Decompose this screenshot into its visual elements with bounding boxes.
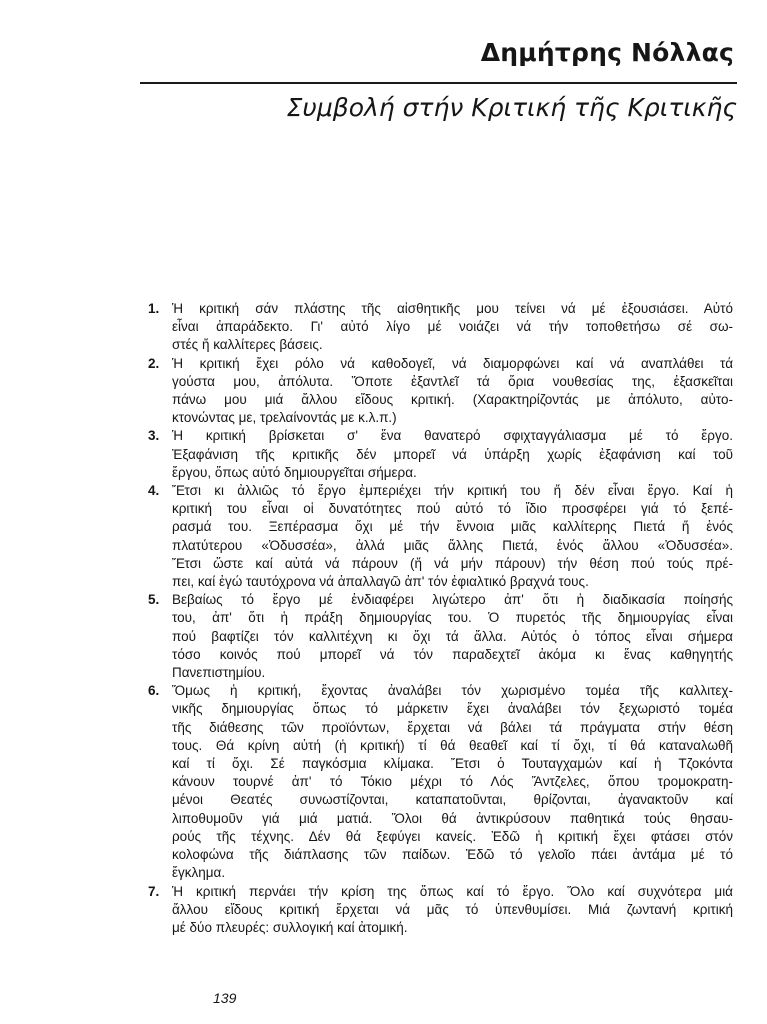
text-line: κριτική του εἶναι οἱ δυνατότητες πού αὐτό τό ἴδιο προσφέρει γιά τό ξεπέ-: [172, 501, 733, 517]
text-line: κολοφώνα τῆς διάπλασης τῶν παίδων. Ἐδῶ τό γελοῖο πάει ἀντάμα μέ τό: [172, 847, 733, 863]
text-line: μέ δύο πλευρές: συλλογική καί ἀτομική.: [172, 919, 408, 935]
text-line: στές ἤ καλλίτερες βάσεις.: [172, 337, 323, 353]
text-line: Πανεπιστημίου.: [172, 665, 266, 681]
text-line: γούστα μου, ἀπόλυτα. Ὅποτε ἐξαντλεῖ τά ὅρια νουθεσίας της, ἐξασκεῖται: [172, 373, 733, 389]
text-line: Ἡ κριτική σάν πλάστης τῆς αἰσθητικῆς μου τείνει νά μέ ἐξουσιάσει. Αὐτό: [172, 301, 733, 316]
text-line: κτονώντας με, τρελαίνοντάς με κ.λ.π.): [172, 410, 397, 426]
text-line: καί τί ὄχι. Σέ παγκόσμια κλίμακα. Ἔτσι ὁ Τουταγχαμών καί ἡ Τζοκόντα: [172, 756, 733, 772]
text-line: τῆς διάθεσης τῶν προϊόντων, ἔρχεται νά βάλει τά πράγματα στήν θέση: [172, 719, 733, 735]
text-line: Ἡ κριτική ἔχει ρόλο νά καθοδογεῖ, νά διαμορφώνει καί νά αναπλάθει τά: [172, 355, 733, 371]
text-line: εἶναι ἀπαράδεκτο. Γι' αὐτό λίγο μέ νοιάζει νά τήν τοποθετήσω σέ σω-: [172, 319, 733, 335]
numbered-list: [148, 300, 733, 937]
text-line: νικῆς δημιουργίας ὅπως τό μάρκετιν ἔχει ἀναλάβει τόν ξεχωριστό τομέα: [172, 701, 733, 717]
list-item: [148, 883, 733, 938]
text-line: τόσο κοινός πού μπορεῖ νά τόν παραδεχτεῖ ἀκόμα κι ἕνας καθηγητής: [172, 646, 733, 662]
text-line: Ἔτσι κι ἀλλιῶς τό ἔργο ἐμπεριέχει τήν κριτική του ἤ δέν εἶναι ἔργο. Καί ἡ: [172, 483, 733, 499]
list-item: [148, 482, 733, 591]
list-item: [148, 591, 733, 682]
author-name: Δημήτρης Νόλλας: [480, 38, 734, 67]
text-line: Βεβαίως τό ἔργο μέ ἐνδιαφέρει λιγώτερο ἀπ' ὅτι ἡ διαδικασία ποίησής: [172, 592, 733, 608]
text-line: Ἡ κριτική βρίσκεται σ' ἕνα θανατερό σφιχταγγάλιασμα μέ τό ἔργο.: [172, 428, 733, 444]
text-line: μένοι Θεατές συνωστίζονται, καταπατοῦνται, θρίζονται, ἀγανακτοῦν καί: [172, 792, 733, 808]
list-item: [148, 427, 733, 482]
text-line: Ἡ κριτική περνάει τήν κρίση της ὅπως καί τό ἔργο. Ὅλο καί συχνότερα μιά: [172, 883, 733, 899]
item-number: 3.: [148, 428, 160, 444]
text-line: του, ἀπ' ὅτι ἡ πράξη δημιουργίας του. Ὁ πυρετός τῆς δημιουργίας εἶναι: [172, 610, 733, 626]
text-line: κάνουν τουρνέ ἀπ' τό Τόκιο μέχρι τό Λός Ἄντζελες, ὅπου τρομοκρατη-: [172, 774, 733, 790]
item-number: 4.: [148, 483, 160, 499]
item-number: 2.: [148, 355, 160, 371]
text-line: τους. Θά κρίνη αὐτή (ἡ κριτική) τί θά θεαθεῖ καί τί ὄχι, τί θά καταναλωθῆ: [172, 737, 733, 753]
list-item: [148, 682, 733, 882]
item-number: 5.: [148, 592, 160, 608]
text-line: λιποθυμοῦν γιά μιά ματιά. Ὅλοι θά ἀντικρύσουν παθητικά τούς θησαυ-: [172, 810, 733, 826]
item-number: 1.: [148, 301, 160, 316]
item-number: 7.: [148, 883, 160, 899]
text-line: ἄλλου εἴδους κριτική ἔρχεται νά μᾶς τό ὑπενθυμίσει. Μιά ζωντανή κριτική: [172, 901, 733, 917]
header-rule: [140, 82, 737, 84]
text-line: πού βαφτίζει τόν καλλιτέχνη κι ὄχι τά ἄλλα. Αὐτός ὁ τόπος εἶναι σήμερα: [172, 628, 733, 644]
text-line: πάνω μου μιά ἄλλου εἴδους κριτική. (Χαρακτηρίζοντάς με ἀπόλυτο, αὐτο-: [172, 392, 733, 408]
text-line: Ἐξαφάνιση τῆς κριτικῆς δέν μπορεῖ νά ὑπάρξη χωρίς ἐξαφάνιση καί τοῦ: [172, 446, 733, 462]
list-item: [148, 355, 733, 428]
list-item: [148, 300, 733, 355]
article-title: Συμβολή στήν Κριτική τῆς Κριτικῆς: [286, 93, 737, 122]
text-line: Ἔτσι ὥστε καί αὐτά νά πάρουν (ἤ νά μήν πάρουν) τήν θέση πού τούς πρέ-: [172, 555, 733, 571]
text-line: Ὅμως ἡ κριτική, ἔχοντας ἀναλάβει τόν χωρισμένο τομέα τῆς καλλιτεχ-: [172, 683, 733, 699]
text-line: ρασμά του. Ξεπέρασμα ὄχι μέ τήν ἔννοια μιᾶς καλλίτερης Πιετά ἤ ἑνός: [172, 519, 733, 535]
text-line: πει, καί ἐγώ ταυτόχρονα νά ἀπαλλαγῶ ἀπ' τόν ἐφιαλτικό βραχνά τους.: [172, 574, 589, 590]
page-number: 139: [213, 990, 237, 1006]
text-line: πλατύτερου «Ὀδυσσέα», ἀλλά μιᾶς ἄλλης Πιετά, ἑνός ἄλλου «Ὀδυσσέα».: [172, 537, 733, 553]
text-line: ἔγκλημα.: [172, 865, 226, 881]
text-line: ρούς τῆς τέχνης. Δέν θά ξεφύγει κανείς. Ἐδῶ ἡ κριτική ἔχει φτάσει στόν: [172, 828, 733, 844]
item-number: 6.: [148, 683, 160, 699]
text-line: ἔργου, ὅπως αὐτό δημιουργεῖται σήμερα.: [172, 464, 417, 480]
